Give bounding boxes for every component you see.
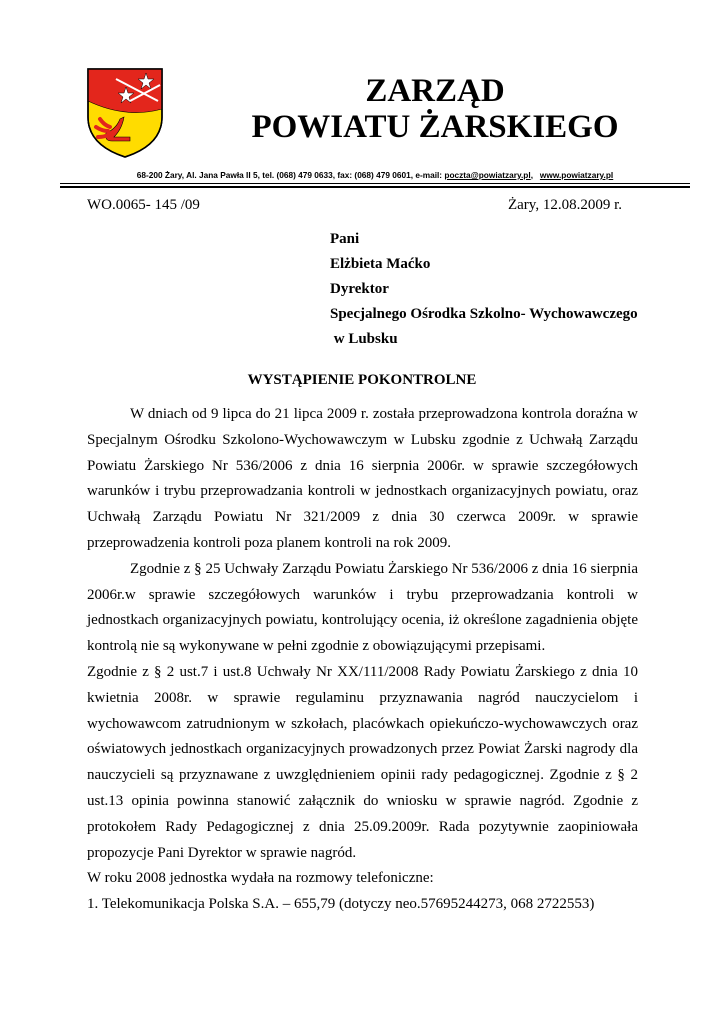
paragraph-1: W dniach od 9 lipca do 21 lipca 2009 r. została przeprowadzona kontrola doraźna w Specjalnym Ośrodku Szkolono-Wychowawczym w Lubsku zgodnie z Uchwałą Zarządu Powiatu Żarskiego Nr 536/2006 z dnia 16 sierpnia 2006r. w sprawie szczegółowych warunków i trybu przeprowadzania kontroli w jednostkach organizacyjnych powiatu, oraz Uchwałą Zarządu Powiatu Nr 321/2009 z dnia 30 czerwca 2009r. w sprawie przeprowadzenia kontroli poza planem kontroli na rok 2009.: [87, 406, 638, 551]
recipient-line-4: Specjalnego Ośrodka Szkolno- Wychowawczego: [330, 306, 638, 322]
contact-separator: ,: [530, 170, 540, 180]
website-link[interactable]: www.powiatzary.pl: [539, 170, 614, 180]
recipient-line-2: Elżbieta Maćko: [330, 256, 431, 272]
recipient-line-5: w Lubsku: [330, 331, 398, 347]
header-divider-thick: [60, 186, 690, 188]
paragraph-2: Zgodnie z § 25 Uchwały Zarządu Powiatu Żarskiego Nr 536/2006 z dnia 16 sierpnia 2006r.w sprawie szczegółowych warunków i trybu przeprowadzania kontroli w jednostkach organizacyjnych powiatu, kontrolujący ocenia, iż określone zagadnienia objęte kontrolą nie są wykonywane w pełni zgodnie z obowiązującymi przepisami.: [87, 560, 638, 655]
header-title-line1: ZARZĄD: [365, 73, 505, 109]
paragraph-5: 1. Telekomunikacja Polska S.A. – 655,79 (dotyczy neo.57695244273, 068 2722553): [87, 896, 595, 913]
recipient-line-3: Dyrektor: [330, 281, 389, 297]
header-divider: [60, 183, 690, 184]
header-title-line2: POWIATU ŻARSKIEGO: [251, 109, 619, 145]
email-link[interactable]: poczta@powiatzary.pl: [444, 170, 531, 180]
contact-address: 68-200 Żary, Al. Jana Pawła II 5, tel. (068) 479 0633, fax: (068) 479 0601, e-mail:: [136, 170, 445, 180]
coat-of-arms-icon: [86, 67, 164, 159]
contact-line: [60, 170, 690, 180]
place-date: Żary, 12.08.2009 r.: [507, 197, 622, 213]
paragraph-3: Zgodnie z § 2 ust.7 i ust.8 Uchwały Nr XX/111/2008 Rady Powiatu Żarskiego z dnia 10 kwietnia 2008r. w sprawie regulaminu przyznawania nagród nauczycielom i wychowawcom zatrudnionym w szkołach, placówkach opiekuńczo-wychowawczych oraz oświatowych jednostkach organizacyjnych prowadzonych przez Powiat Żarski nagrody dla nauczycieli są przyznawane z uwzględnieniem opinii rady pedagogicznej. Zgodnie z § 2 ust.13 opinia powinna stanowić załącznik do wniosku w sprawie nagród. Zgodnie z protokołem Rady Pedagogicznej z dnia 25.09.2009r. Rada pozytywnie zaopiniowała propozycje Pani Dyrektor w sprawie nagród.: [87, 663, 638, 861]
reference-number: WO.0065- 145 /09: [87, 197, 200, 213]
document-body: [87, 402, 638, 918]
paragraph-4: W roku 2008 jednostka wydała na rozmowy telefoniczne:: [87, 870, 434, 887]
document-heading: WYSTĄPIENIE POKONTROLNE: [247, 372, 477, 388]
recipient-line-1: Pani: [330, 231, 360, 247]
